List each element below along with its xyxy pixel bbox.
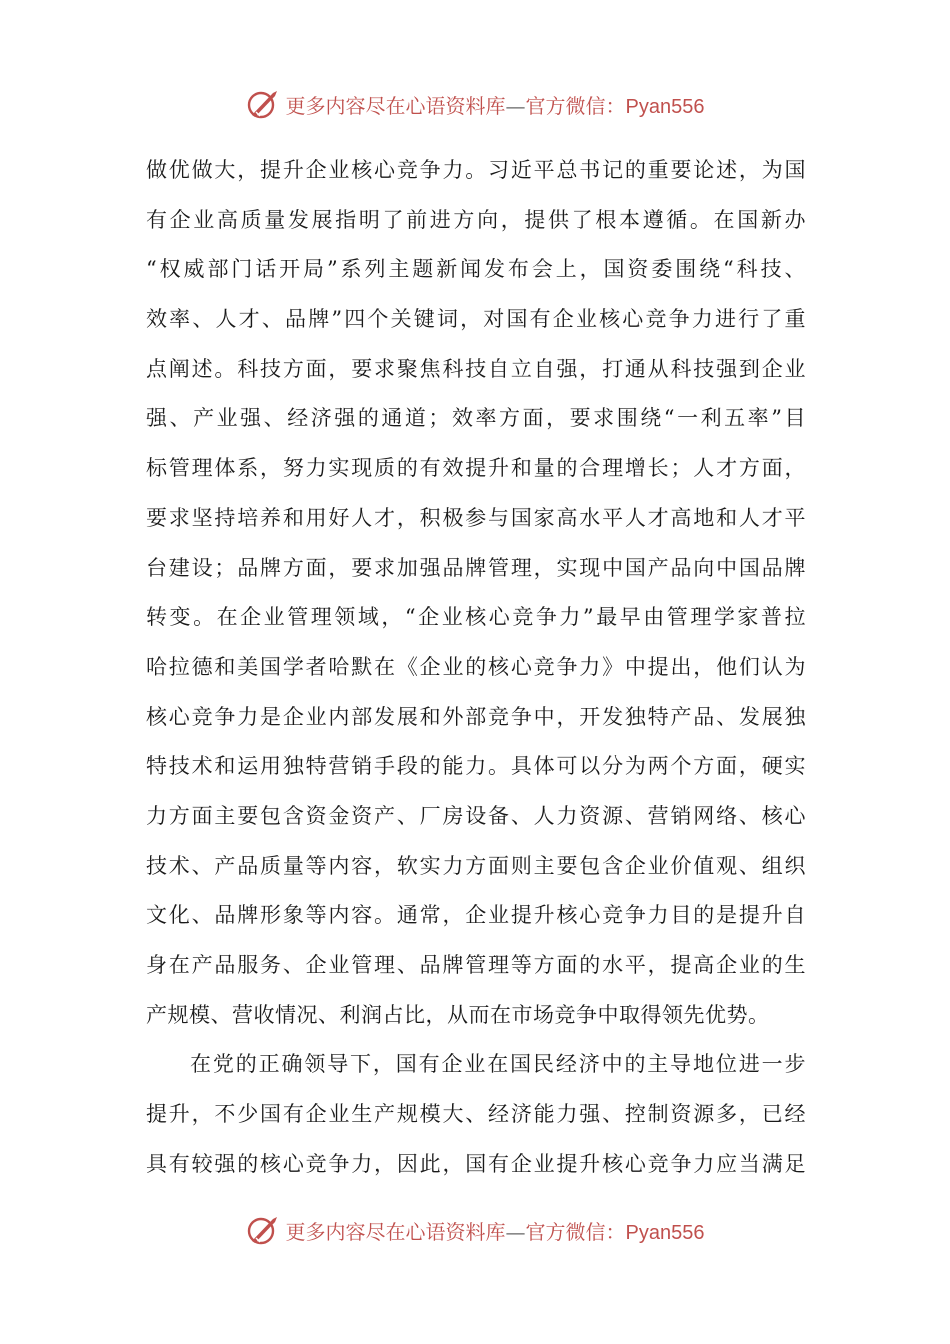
text-line: 有企业高质量发展指明了前进方向，提供了根本遵循。在国新办 bbox=[146, 207, 806, 232]
text-line: 强、产业强、经济强的通道；效率方面，要求围绕“一利五率”目 bbox=[146, 406, 806, 431]
text-line: 身在产品服务、企业管理、品牌管理等方面的水平，提高企业的生 bbox=[146, 953, 806, 977]
text-line: 点阐述。科技方面，要求聚焦科技自立自强，打通从科技强到企业 bbox=[146, 356, 806, 381]
text-line: “权威部门话开局”系列主题新闻发布会上，国资委围绕“科技、 bbox=[146, 257, 806, 282]
text-line: 提升，不少国有企业生产规模大、经济能力强、控制资源多，已经 bbox=[146, 1102, 806, 1127]
text-line: 做优做大，提升企业核心竞争力。习近平总书记的重要论述，为国 bbox=[146, 158, 806, 182]
watermark-text: 更多内容尽在心语资料库—官方微信：Pyan556 bbox=[285, 1219, 705, 1244]
footer-watermark bbox=[0, 1210, 950, 1250]
pen-logo-icon bbox=[246, 1213, 280, 1247]
paragraph-first-line: 在党的正确领导下，国有企业在国民经济中的主导地位进一步 bbox=[190, 1052, 806, 1077]
pen-logo-icon bbox=[246, 87, 280, 121]
text-line: 核心竞争力是企业内部发展和外部竞争中，开发独特产品、发展独 bbox=[146, 704, 806, 729]
text-line: 要求坚持培养和用好人才，积极参与国家高水平人才高地和人才平 bbox=[146, 505, 806, 530]
text-line: 标管理体系，努力实现质的有效提升和量的合理增长；人才方面， bbox=[146, 456, 806, 481]
text-line: 具有较强的核心竞争力，因此，国有企业提升核心竞争力应当满足 bbox=[146, 1151, 806, 1176]
header-watermark bbox=[0, 84, 950, 124]
document-body bbox=[146, 146, 806, 1189]
text-line: 文化、品牌形象等内容。通常，企业提升核心竞争力目的是提升自 bbox=[146, 903, 806, 928]
text-line: 哈拉德和美国学者哈默在《企业的核心竞争力》中提出，他们认为 bbox=[146, 654, 806, 679]
text-line: 技术、产品质量等内容，软实力方面则主要包含企业价值观、组织 bbox=[146, 853, 806, 878]
text-line: 转变。在企业管理领域，“企业核心竞争力”最早由管理学家普拉 bbox=[146, 605, 806, 630]
text-line: 力方面主要包含资金资产、厂房设备、人力资源、营销网络、核心 bbox=[146, 803, 806, 828]
text-line: 效率、人才、品牌”四个关键词，对国有企业核心竞争力进行了重 bbox=[146, 307, 806, 332]
text-line: 台建设；品牌方面，要求加强品牌管理，实现中国产品向中国品牌 bbox=[146, 555, 806, 580]
watermark-text: 更多内容尽在心语资料库—官方微信：Pyan556 bbox=[285, 93, 705, 118]
text-line: 产规模、营收情况、利润占比，从而在市场竞争中取得领先优势。 bbox=[146, 1002, 770, 1027]
text-line: 特技术和运用独特营销手段的能力。具体可以分为两个方面，硬实 bbox=[146, 754, 806, 779]
